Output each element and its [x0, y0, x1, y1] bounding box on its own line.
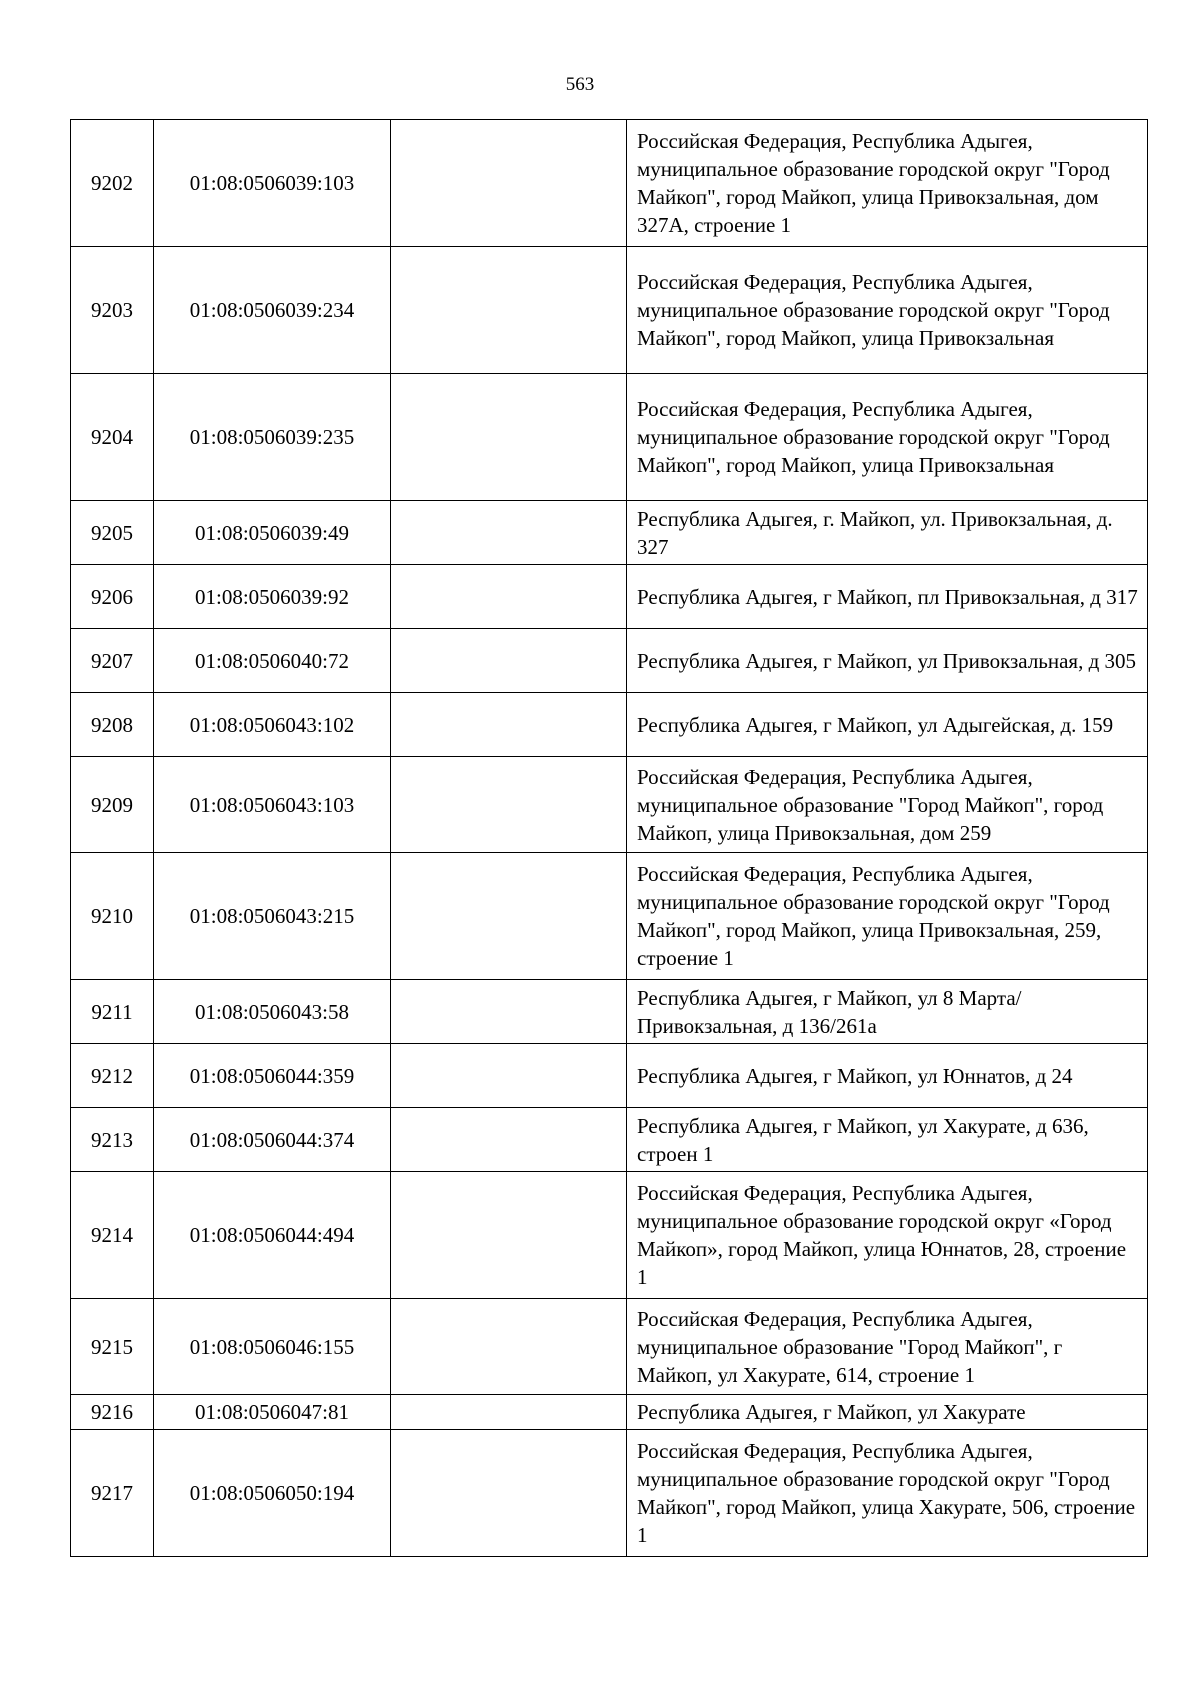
cadastral-number: 01:08:0506043:215 [154, 853, 391, 980]
table-row [71, 1108, 1148, 1172]
empty-cell [391, 980, 627, 1044]
row-number: 9208 [71, 693, 154, 757]
row-number: 9209 [71, 757, 154, 853]
address: Республика Адыгея, г Майкоп, ул Хакурате, д 636, строен 1 [627, 1108, 1148, 1172]
address: Российская Федерация, Республика Адыгея, муниципальное образование городской округ "Город Майкоп", город Майкоп, улица Привокзальная [627, 374, 1148, 501]
table-row [71, 1299, 1148, 1395]
row-number: 9217 [71, 1430, 154, 1557]
empty-cell [391, 1395, 627, 1430]
address: Республика Адыгея, г. Майкоп, ул. Привокзальная, д. 327 [627, 501, 1148, 565]
cadastral-number: 01:08:0506039:235 [154, 374, 391, 501]
empty-cell [391, 565, 627, 629]
address: Российская Федерация, Республика Адыгея, муниципальное образование городской округ «Город Майкоп», город Майкоп, улица Юннатов, 28, строение 1 [627, 1172, 1148, 1299]
cadastral-number: 01:08:0506039:103 [154, 120, 391, 247]
cadastral-number: 01:08:0506039:234 [154, 247, 391, 374]
table-row [71, 1172, 1148, 1299]
cadastral-number: 01:08:0506044:494 [154, 1172, 391, 1299]
table-row [71, 374, 1148, 501]
table-row [71, 120, 1148, 247]
cadastral-number: 01:08:0506046:155 [154, 1299, 391, 1395]
address: Российская Федерация, Республика Адыгея, муниципальное образование городской округ "Город Майкоп", город Майкоп, улица Привокзальная, 259, строение 1 [627, 853, 1148, 980]
empty-cell [391, 1108, 627, 1172]
cadastral-number: 01:08:0506043:102 [154, 693, 391, 757]
empty-cell [391, 501, 627, 565]
address: Российская Федерация, Республика Адыгея, муниципальное образование "Город Майкоп", г Майкоп, ул Хакурате, 614, строение 1 [627, 1299, 1148, 1395]
table-row [71, 565, 1148, 629]
row-number: 9206 [71, 565, 154, 629]
address: Республика Адыгея, г Майкоп, ул Привокзальная, д 305 [627, 629, 1148, 693]
cadastral-number: 01:08:0506050:194 [154, 1430, 391, 1557]
table-row [71, 980, 1148, 1044]
table-row [71, 501, 1148, 565]
cadastral-number: 01:08:0506040:72 [154, 629, 391, 693]
empty-cell [391, 629, 627, 693]
empty-cell [391, 1172, 627, 1299]
empty-cell [391, 1299, 627, 1395]
table-row [71, 247, 1148, 374]
empty-cell [391, 374, 627, 501]
cadastral-number: 01:08:0506043:58 [154, 980, 391, 1044]
row-number: 9216 [71, 1395, 154, 1430]
cadastral-number: 01:08:0506047:81 [154, 1395, 391, 1430]
empty-cell [391, 853, 627, 980]
empty-cell [391, 247, 627, 374]
address: Республика Адыгея, г Майкоп, пл Привокзальная, д 317 [627, 565, 1148, 629]
empty-cell [391, 757, 627, 853]
cadastral-number: 01:08:0506044:374 [154, 1108, 391, 1172]
table-row [71, 1044, 1148, 1108]
row-number: 9213 [71, 1108, 154, 1172]
row-number: 9205 [71, 501, 154, 565]
empty-cell [391, 120, 627, 247]
address: Российская Федерация, Республика Адыгея, муниципальное образование городской округ "Город Майкоп", город Майкоп, улица Привокзальная, дом 327А, строение 1 [627, 120, 1148, 247]
row-number: 9202 [71, 120, 154, 247]
empty-cell [391, 693, 627, 757]
address: Республика Адыгея, г Майкоп, ул Хакурате [627, 1395, 1148, 1430]
property-registry-table [70, 119, 1148, 1557]
table-row [71, 757, 1148, 853]
row-number: 9215 [71, 1299, 154, 1395]
table-row [71, 1430, 1148, 1557]
cadastral-number: 01:08:0506039:49 [154, 501, 391, 565]
address: Республика Адыгея, г Майкоп, ул 8 Марта/Привокзальная, д 136/261а [627, 980, 1148, 1044]
empty-cell [391, 1044, 627, 1108]
page-number: 563 [565, 74, 595, 95]
row-number: 9211 [71, 980, 154, 1044]
address: Республика Адыгея, г Майкоп, ул Адыгейская, д. 159 [627, 693, 1148, 757]
row-number: 9207 [71, 629, 154, 693]
address: Российская Федерация, Республика Адыгея, муниципальное образование "Город Майкоп", город Майкоп, улица Привокзальная, дом 259 [627, 757, 1148, 853]
row-number: 9204 [71, 374, 154, 501]
address: Республика Адыгея, г Майкоп, ул Юннатов, д 24 [627, 1044, 1148, 1108]
row-number: 9210 [71, 853, 154, 980]
table-row [71, 693, 1148, 757]
cadastral-number: 01:08:0506039:92 [154, 565, 391, 629]
row-number: 9214 [71, 1172, 154, 1299]
cadastral-number: 01:08:0506043:103 [154, 757, 391, 853]
cadastral-number: 01:08:0506044:359 [154, 1044, 391, 1108]
address: Российская Федерация, Республика Адыгея, муниципальное образование городской округ "Город Майкоп", город Майкоп, улица Привокзальная [627, 247, 1148, 374]
row-number: 9212 [71, 1044, 154, 1108]
row-number: 9203 [71, 247, 154, 374]
table-row [71, 853, 1148, 980]
table-row [71, 629, 1148, 693]
empty-cell [391, 1430, 627, 1557]
address: Российская Федерация, Республика Адыгея, муниципальное образование городской округ "Город Майкоп", город Майкоп, улица Хакурате, 506, строение 1 [627, 1430, 1148, 1557]
table-row [71, 1395, 1148, 1430]
